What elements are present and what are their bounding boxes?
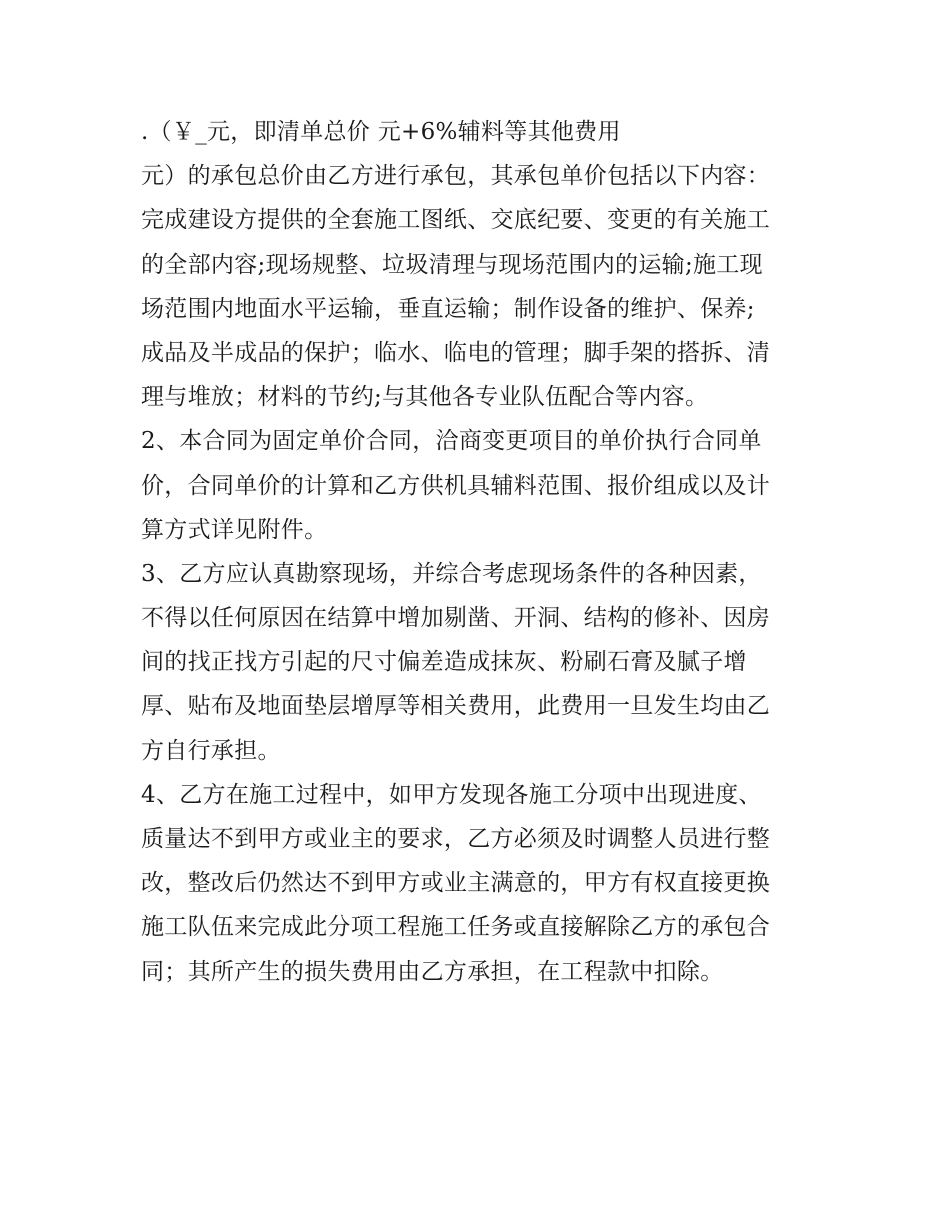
text-line: 质量达不到甲方或业主的要求，乙方必须及时调整人员进行整 (141, 826, 771, 852)
clause-2-line: 2、本合同为固定单价合同，洽商变更项目的单价执行合同单 (141, 428, 762, 455)
text-line: 算方式详见附件。 (141, 516, 328, 543)
text-line: 同；其所产生的损失费用由乙方承担，在工程款中扣除。 (141, 958, 724, 985)
text-line: 不得以任何原因在结算中增加剔凿、开洞、结构的修补、因房 (141, 605, 771, 632)
text-line: .（￥_元，即清单总价 元+6%辅料等其他费用 (141, 119, 621, 145)
text-line: 场范围内地面水平运输，垂直运输；制作设备的维护、保养; (141, 295, 755, 322)
text-line: 价，合同单价的计算和乙方供机具辅料范围、报价组成以及计 (141, 472, 771, 499)
text-line: 施工队伍来完成此分项工程施工任务或直接解除乙方的承包合 (141, 914, 771, 941)
text-line: 改，整改后仍然达不到甲方或业主满意的，甲方有权直接更换 (141, 870, 771, 897)
text-line: 厚、贴布及地面垫层增厚等相关费用，此费用一旦发生均由乙 (141, 693, 771, 720)
clause-4-line: 4、乙方在施工过程中，如甲方发现各施工分项中出现进度、 (141, 781, 762, 808)
clause-3-line: 3、乙方应认真勘察现场，并综合考虑现场条件的各种因素， (141, 560, 762, 587)
text-line: 理与堆放；材料的节约;与其他各专业队伍配合等内容。 (141, 384, 709, 411)
text-line: 成品及半成品的保护；临水、临电的管理；脚手架的搭拆、清 (141, 339, 771, 366)
text-line: 元）的承包总价由乙方进行承包，其承包单价包括以下内容： (141, 163, 771, 190)
text-line: 间的找正找方引起的尺寸偏差造成抹灰、粉刷石膏及腻子增 (141, 649, 747, 676)
text-line: 完成建设方提供的全套施工图纸、交底纪要、变更的有关施工 (141, 207, 771, 234)
document-body (141, 110, 821, 994)
text-line: 的全部内容;现场规整、垃圾清理与现场范围内的运输;施工现 (141, 251, 763, 278)
text-line: 方自行承担。 (141, 737, 281, 764)
